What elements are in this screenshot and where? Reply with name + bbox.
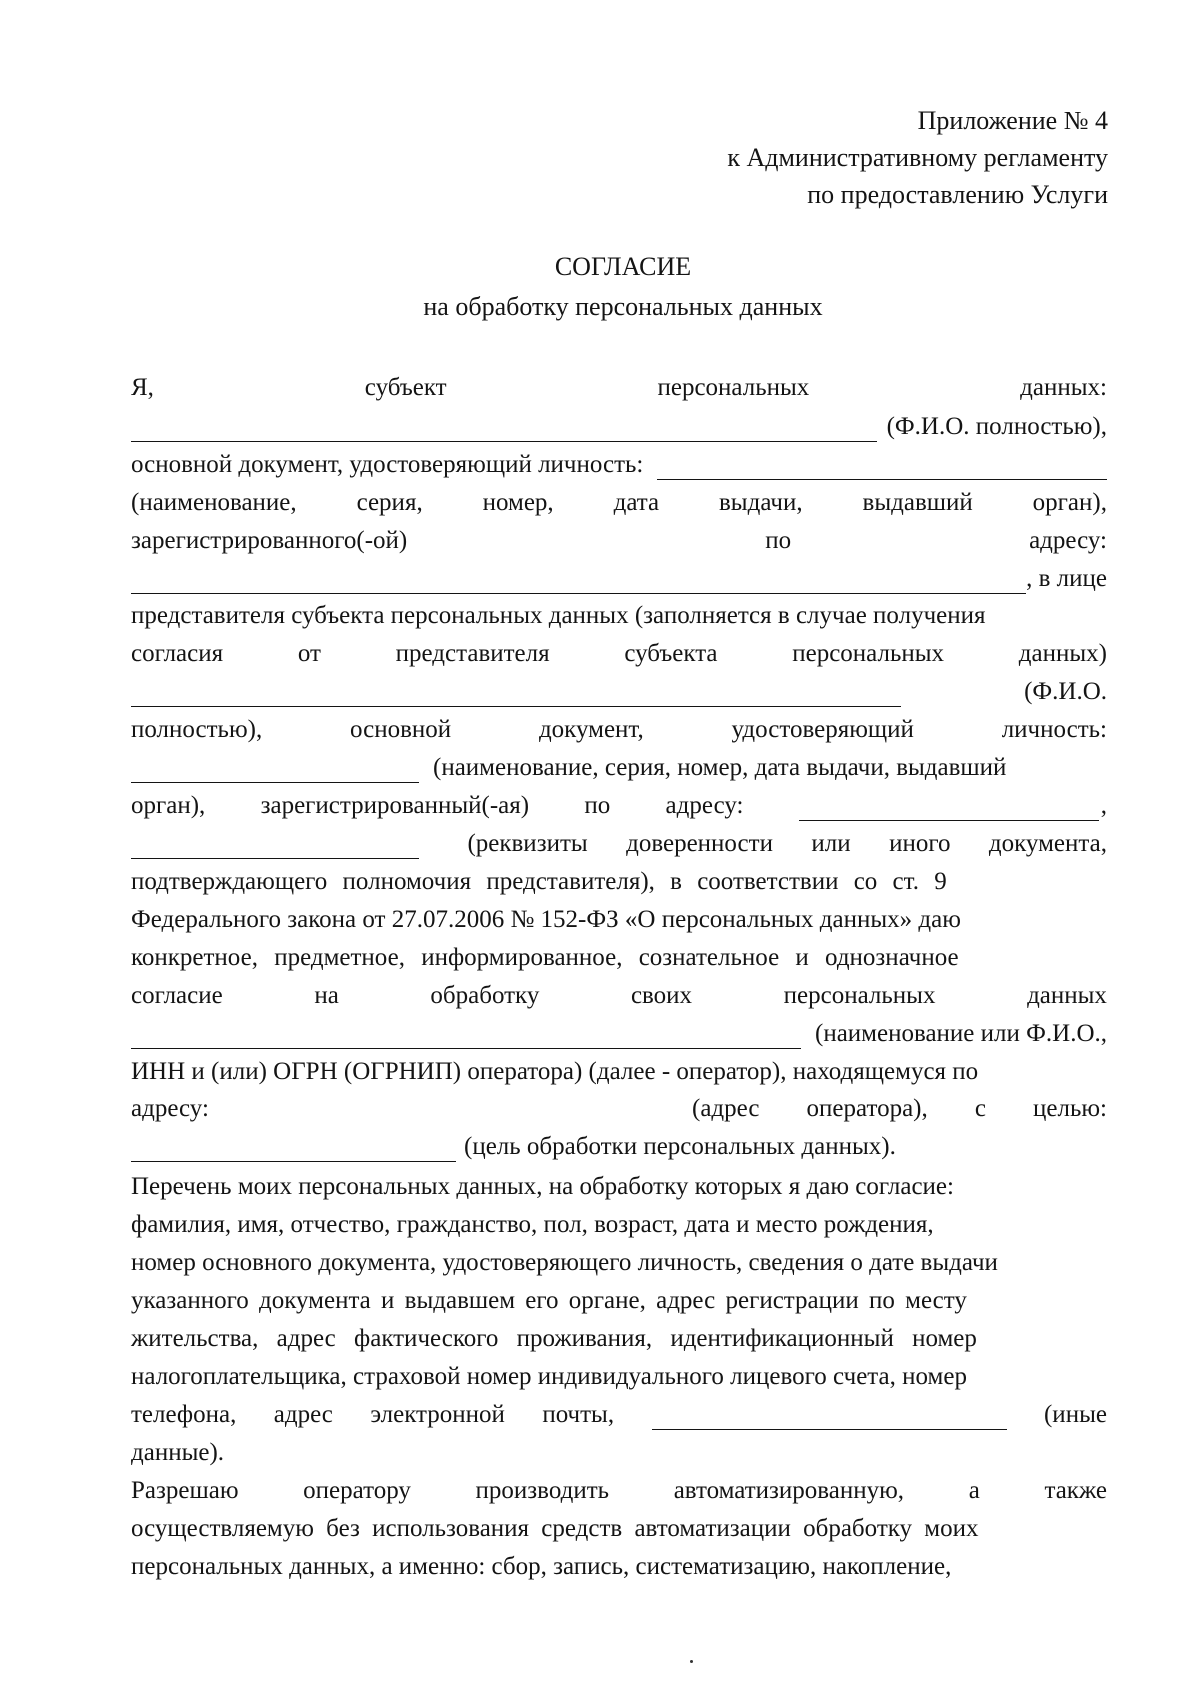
text-line-19: ИНН и (или) ОГРН (ОГРНИП) оператора) (далее - оператор), находящемуся по [131, 1058, 979, 1085]
scan-speck [690, 1660, 693, 1663]
text-line-25: указанного документа и выдавшем его органе, адрес регистрации по месту [131, 1287, 967, 1314]
text-line-15: Федерального закона от 27.07.2006 № 152-ФЗ «О персональных данных» даю [131, 906, 961, 933]
text-line-6: , в лице [131, 564, 1107, 594]
text-line-5: зарегистрированного(-ой) по адресу: [131, 527, 1107, 554]
appendix-line-2: к Административному регламенту [727, 143, 1108, 172]
text-line-2: (Ф.И.О. полностью), [131, 412, 1107, 442]
text-line-26: жительства, адрес фактического проживания, идентификационный номер [131, 1325, 977, 1352]
text-line-32: персональных данных, а именно: сбор, запись, систематизацию, накопление, [131, 1553, 952, 1580]
text-line-12: орган), зарегистрированный(-ая) по адресу: , [131, 792, 1107, 819]
text-line-16: конкретное, предметное, информированное, сознательное и однозначное [131, 944, 959, 971]
text-line-22: Перечень моих персональных данных, на обработку которых я даю согласие: [131, 1173, 954, 1200]
text-line-30: Разрешаю оператору производить автоматизированную, а также [131, 1477, 1107, 1504]
representative-fio-blank [131, 684, 901, 707]
text-line-21: (цель обработки персональных данных). [131, 1132, 1107, 1162]
document-blank [657, 457, 1107, 480]
other-data-blank [652, 1407, 1007, 1430]
purpose-blank [131, 1139, 456, 1162]
text-line-9: (Ф.И.О. [131, 677, 1107, 707]
text-line-17: согласие на обработку своих персональных данных [131, 982, 1107, 1009]
appendix-header [727, 102, 1108, 213]
representative-address-blank [799, 798, 1099, 821]
text-line-11: (наименование, серия, номер, дата выдачи, выдавший [131, 753, 1107, 783]
text-line-18: (наименование или Ф.И.О., [131, 1019, 1107, 1049]
text-line-27: налогоплательщика, страховой номер индивидуального лицевого счета, номер [131, 1363, 967, 1390]
text-line-10: полностью), основной документ, удостоверяющий личность: [131, 716, 1107, 743]
text-line-29: данные). [131, 1439, 225, 1466]
operator-blank [131, 1026, 801, 1049]
text-line-31: осуществляемую без использования средств автоматизации обработку моих [131, 1515, 979, 1542]
appendix-line-3: по предоставлению Услуги [807, 180, 1108, 209]
document-subtitle: на обработку персональных данных [423, 292, 823, 321]
text-line-1: Я, субъект персональных данных: [131, 374, 1107, 401]
text-line-3: основной документ, удостоверяющий личность: [131, 450, 1107, 480]
power-of-attorney-blank [131, 836, 419, 859]
text-line-4: (наименование, серия, номер, дата выдачи, выдавший орган), [131, 489, 1107, 516]
appendix-line-1: Приложение № 4 [917, 106, 1108, 135]
text-line-7: представителя субъекта персональных данных (заполняется в случае получения [131, 602, 986, 629]
text-line-8: согласия от представителя субъекта персональных данных) [131, 640, 1107, 667]
text-line-23: фамилия, имя, отчество, гражданство, пол, возраст, дата и место рождения, [131, 1211, 934, 1238]
fio-blank [131, 419, 877, 442]
text-line-24: номер основного документа, удостоверяющего личность, сведения о дате выдачи [131, 1249, 998, 1276]
representative-doc-blank [131, 760, 419, 783]
text-line-14: подтверждающего полномочия представителя), в соответствии со ст. 9 [131, 868, 947, 895]
address-blank [131, 571, 1026, 594]
document-title: СОГЛАСИЕ [554, 252, 692, 281]
text-line-28: телефона, адрес электронной почты, (иные [131, 1401, 1107, 1428]
text-line-20: адресу: (адрес оператора), с целью: [131, 1095, 1107, 1122]
text-line-13: (реквизиты доверенности или иного документа, [131, 829, 1107, 859]
